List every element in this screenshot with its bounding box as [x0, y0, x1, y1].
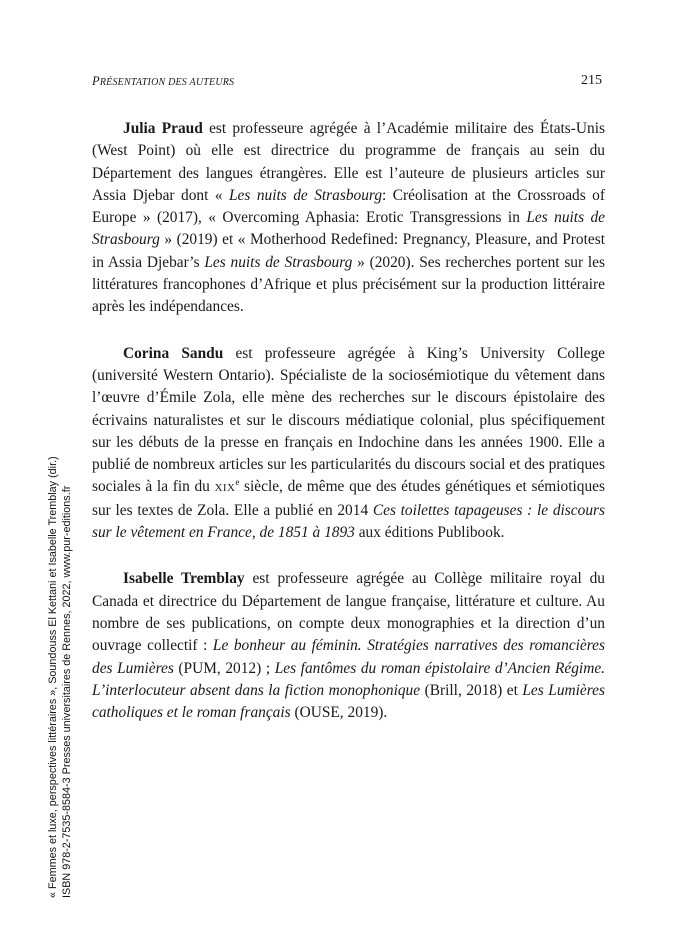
author-name: Julia Praud — [123, 120, 203, 137]
book-title: Le bonheur au féminin. Stratégies narratives des romancières des Lumières — [92, 637, 605, 677]
bio-julia-praud: Julia Praud est professeure agrégée à l’Académie militaire des États-Unis (West Point) où elle est directrice du programme de français au sein du Département des langues étrangères. Elle est l’auteure de plusieurs articles sur Assia Djebar dont « Les nuits de Strasbourg: Créolisation at the Crossroads of Europe » (2017), « Overcoming Aphasia: Erotic Transgressions in Les nuits de Strasbourg » (2019) et « Motherhood Redefined: Pregnancy, Pleasure, and Protest in Assia Djebar’s Les nuits de Strasbourg » (2020). Ses recherches portent sur les littératures francophones d’Afrique et plus précisément sur la production littéraire après les indépendances. — [92, 120, 605, 316]
book-title: Les nuits de Strasbourg — [204, 253, 353, 271]
page-number: 215 — [581, 73, 602, 88]
century-numeral: XIX — [214, 482, 236, 495]
main-text — [92, 118, 605, 748]
book-title: Les nuits de Strasbourg — [228, 186, 383, 204]
book-title: Ces toilettes tapageuses : le discours sur le vêtement en France, de 1851 à 1893 — [92, 501, 605, 542]
author-name: Isabelle Tremblay — [123, 570, 245, 588]
century-superscript: e — [235, 477, 240, 488]
running-head — [92, 74, 234, 89]
bio-isabelle-tremblay: Isabelle Tremblay est professeure agrégée au Collège militaire royal du Canada et directrice du Département de langue française, littérature et culture. Au nombre de ses publications, on compte deux monographies et la direction d’un ouvrage collectif : Le bonheur au féminin. Stratégies narratives des romancières des Lumières (PUM, 2012) ; Les fantômes du roman épistolaire d’Ancien Régime. L’interlocuteur absent dans la fiction monophonique (Brill, 2018) et Les Lumières catholiques et le roman français (OUSE, 2019). — [92, 570, 606, 722]
running-head-smallcaps: RÉSENTATION DES AUTEURS — [99, 77, 235, 88]
book-title: Les nuits de Strasbourg — [92, 209, 605, 249]
side-note-line-1: « Femmes et luxe, perspectives littéraires », Soundouss El Kettani et Isabelle Tremblay (dir.) — [47, 456, 59, 898]
side-note-line-2: ISBN 978-2-7535-8584-3 Presses universitaires de Rennes, 2022, www.pur-editions.fr — [61, 485, 73, 898]
running-head-initial: P — [92, 74, 100, 88]
book-title: Les Lumières catholiques et le roman français — [92, 681, 605, 722]
side-copyright-note — [46, 456, 74, 898]
bio-corina-sandu: Corina Sandu est professeure agrégée à King’s University College (université Western Ontario). Spécialiste de la sociosémiotique du vêtement dans l’œuvre d’Émile Zola, elle mène des recherches sur le discours épistolaire des écrivains naturalistes et sur le discours médiatique colonial, plus spécifiquement sur les débuts de la presse en français en Indochine dans les années 1900. Elle a publié de nombreux articles sur les particularités du discours social et des pratiques sociales à la fin du XIXe siècle, de même que des études génétiques et sémiotiques sur les textes de Zola. Elle a publié en 2014 Ces toilettes tapageuses : le discours sur le vêtement en France, de 1851 à 1893 aux éditions Publibook. — [92, 344, 606, 542]
book-title: Les fantômes du roman épistolaire d’Ancien Régime. L’interlocuteur absent dans la fiction monophonique — [92, 659, 605, 699]
author-name: Corina Sandu — [123, 344, 224, 362]
